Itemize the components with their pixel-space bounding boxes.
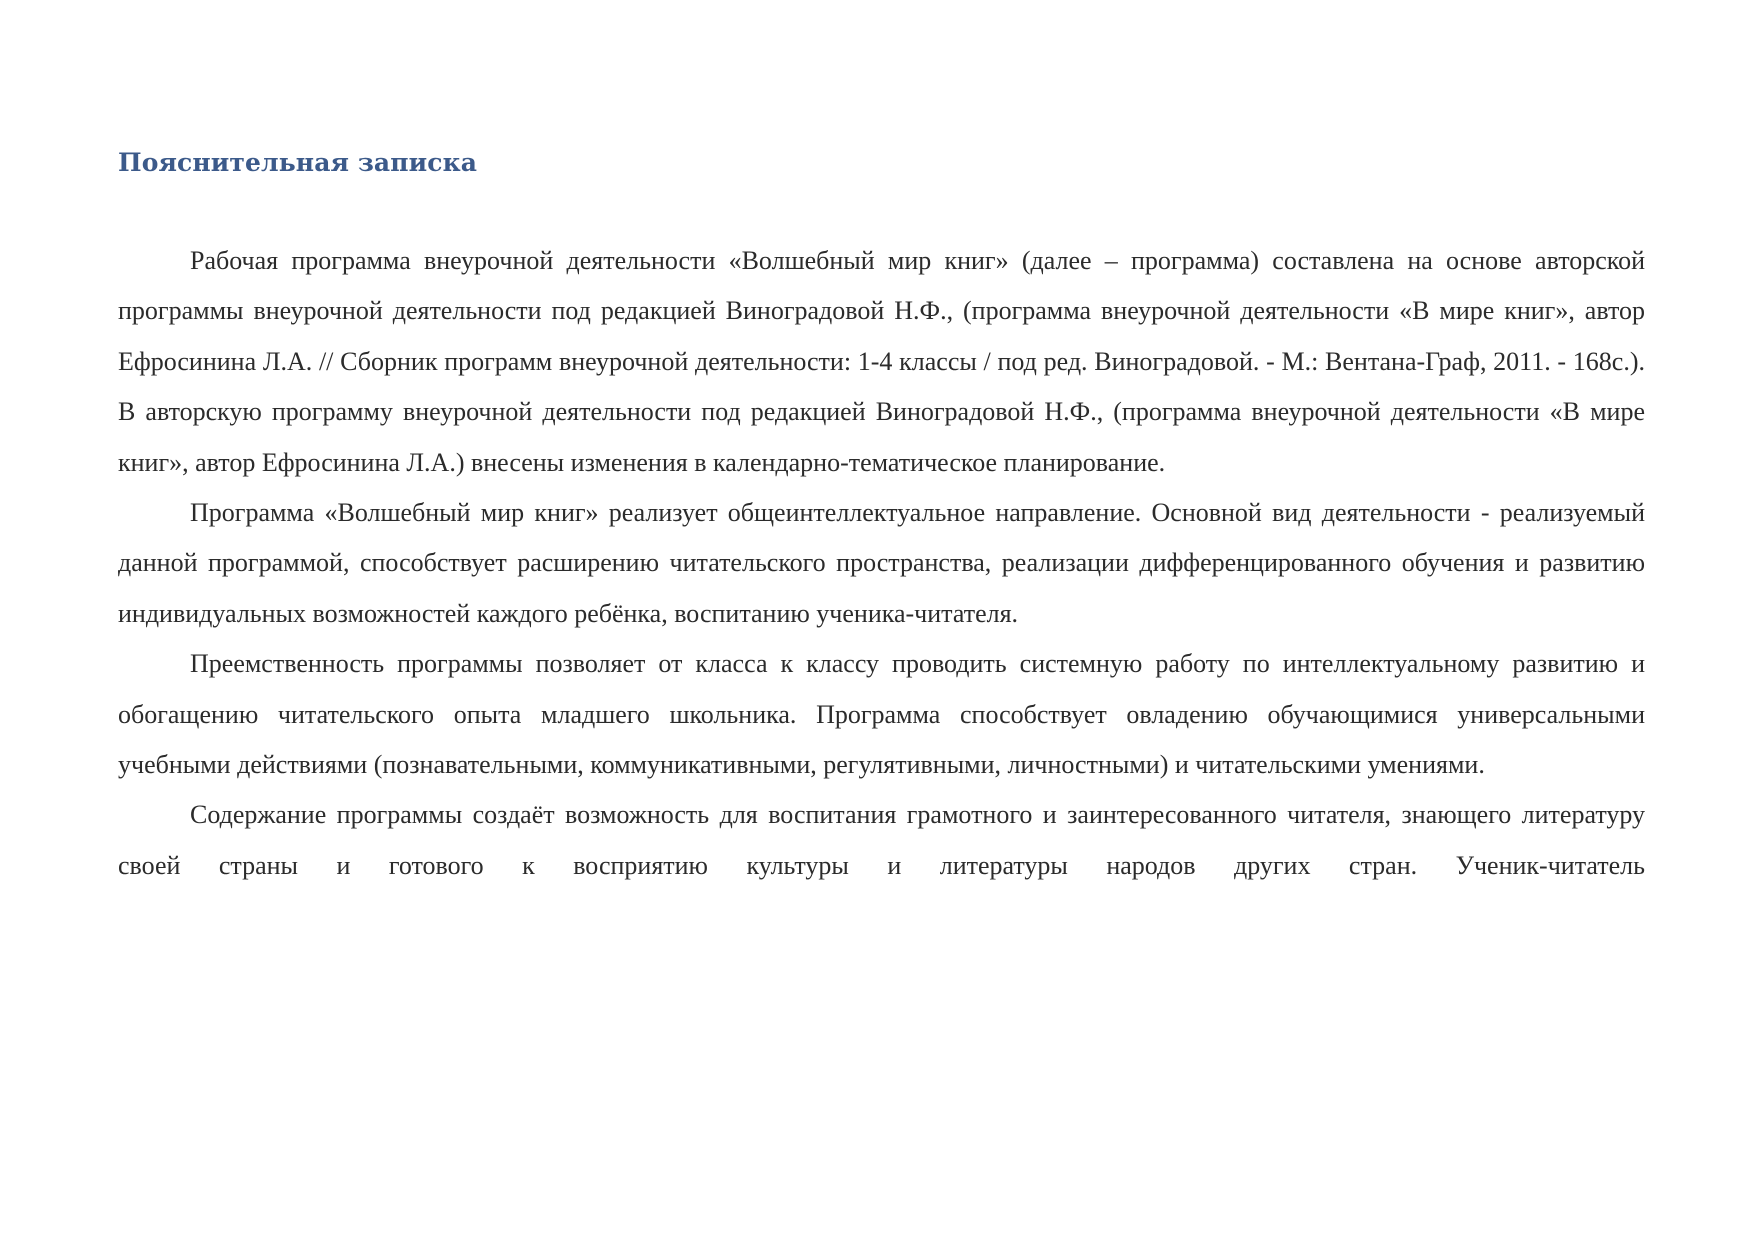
paragraph-program-continuity: Преемственность программы позволяет от класса к классу проводить системную работу по интеллектуальному развитию и обогащению читательского опыта младшего школьника. Программа способствует овладению обучающимися универсальными учебными действиями (познавательными, коммуникативными, регулятивными, личностными) и читательскими умениями. [118,649,1645,780]
document-body [118,236,1645,891]
paragraph-program-direction: Программа «Волшебный мир книг» реализует общеинтеллектуальное направление. Основной вид деятельности - реализуемый данной программой, способствует расширению читательского пространства, реализации дифференцированного обучения и развитию индивидуальных возможностей каждого ребёнка, воспитанию ученика-читателя. [118,498,1645,628]
paragraph-program-content: Содержание программы создаёт возможность для воспитания грамотного и заинтересованного читателя, знающего литературу своей страны и готового к восприятию культуры и литературы народов других стран. Ученик-читатель [118,800,1645,880]
paragraph-program-basis: Рабочая программа внеурочной деятельности «Волшебный мир книг» (далее – программа) составлена на основе авторской программы внеурочной деятельности под редакцией Виноградовой Н.Ф., (программа внеурочной деятельности «В мире книг», автор Ефросинина Л.А. // Сборник программ внеурочной деятельности: 1-4 классы / под ред. Виноградовой. - М.: Вентана-Граф, 2011. - 168с.). В авторскую программу внеурочной деятельности под редакцией Виноградовой Н.Ф., (программа внеурочной деятельности «В мире книг», автор Ефросинина Л.А.) внесены изменения в календарно-тематическое планирование. [118,246,1645,477]
page-title: Пояснительная записка [118,148,478,177]
